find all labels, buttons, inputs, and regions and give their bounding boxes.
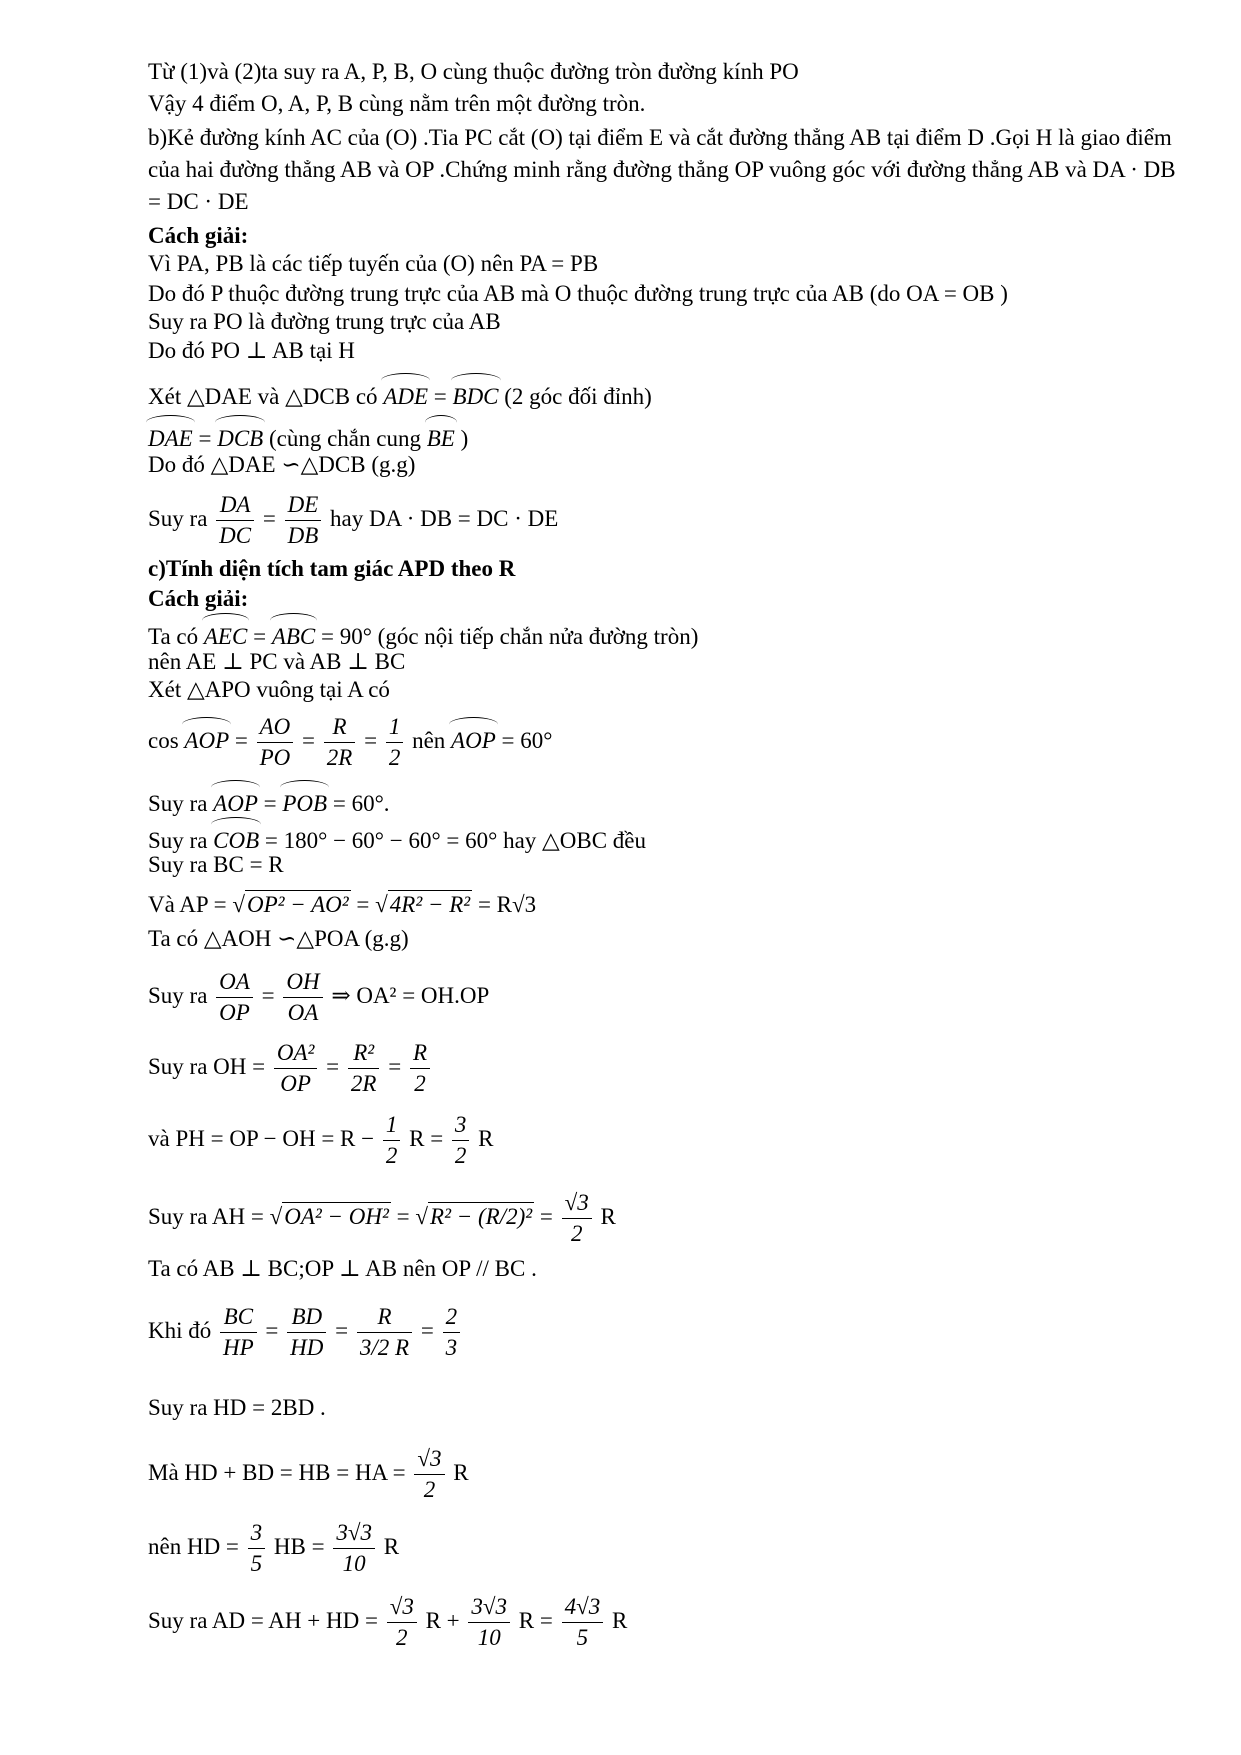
sqrt-radicand: OA² − OH² [284, 1203, 389, 1229]
text: R [478, 1125, 494, 1151]
denominator: 3 [445, 1335, 458, 1360]
text: Suy ra [148, 791, 208, 816]
solution-heading: Cách giải: [148, 586, 249, 611]
text: = R√3 [477, 892, 537, 917]
denominator: PO [259, 745, 291, 770]
denominator: 2 [396, 1625, 408, 1650]
text-line: Do đó P thuộc đường trung trực của AB mà O thuộc đường trung trực của AB (do OA = OB ) [148, 281, 1008, 306]
text: ⇒ OA² = OH.OP [331, 982, 490, 1008]
text-line [148, 1110, 494, 1171]
denominator: 10 [477, 1625, 501, 1650]
text-line [148, 378, 652, 411]
numerator: 3√3 [468, 1592, 510, 1623]
equals: = [356, 892, 370, 917]
denominator: OP [219, 1000, 250, 1025]
text-line: nên AE ⊥ PC và AB ⊥ BC [148, 649, 406, 674]
question-c: c)Tính diện tích tam giác APD theo R [148, 556, 516, 581]
text-line [148, 618, 698, 651]
sqrt-sign: √ [269, 1203, 283, 1229]
fraction [220, 1302, 257, 1363]
text: hay DA · DB = DC · DE [330, 505, 559, 531]
denominator: OA [287, 1000, 319, 1025]
equals: = [539, 1203, 553, 1229]
equals: = [265, 1317, 279, 1343]
text-line: Do đó △DAE ∽△DCB (g.g) [148, 452, 416, 477]
denominator: 2 [414, 1071, 426, 1096]
text-line: Vậy 4 điểm O, A, P, B cùng nằm trên một đường tròn. [148, 91, 646, 116]
denominator: OP [280, 1071, 311, 1096]
sqrt-radicand: OP² − AO² [246, 892, 349, 917]
fraction [386, 712, 404, 773]
denominator: 2 [570, 1221, 583, 1246]
text-line: Xét △APO vuông tại A có [148, 677, 390, 702]
denominator: 5 [250, 1551, 263, 1576]
fraction [285, 490, 322, 551]
numerator: R [324, 712, 356, 743]
text-line: Từ (1)và (2)ta suy ra A, P, B, O cùng thuộc đường tròn đường kính PO [148, 59, 799, 84]
numerator: 3 [452, 1110, 470, 1141]
fraction [333, 1518, 375, 1579]
text: = 180° − 60° − 60° = 60° hay △OBC đều [264, 828, 646, 853]
text: R [611, 1607, 628, 1633]
sqrt-sign: √ [375, 892, 388, 917]
angle-arc: POB [282, 785, 327, 818]
equals: = [302, 727, 316, 753]
text-line [148, 1592, 627, 1653]
angle-arc: AOP [213, 785, 258, 818]
text-line [148, 890, 536, 919]
text-line [148, 1302, 463, 1363]
numerator: √3 [562, 1188, 592, 1219]
text-line: Ta có AB ⊥ BC;OP ⊥ AB nên OP // BC . [148, 1256, 537, 1281]
fraction [348, 1038, 380, 1099]
text-line [148, 1038, 433, 1099]
denominator: 3/2 R [359, 1335, 410, 1360]
fraction [257, 712, 294, 773]
text: R [600, 1203, 616, 1229]
arc-label: BE [427, 420, 455, 453]
text: R = [518, 1607, 553, 1633]
numerator: R [357, 1302, 412, 1333]
text: Ta có [148, 624, 199, 649]
text: Suy ra AD = AH + HD = [148, 1607, 378, 1633]
fraction [562, 1188, 592, 1249]
numerator: R [410, 1038, 430, 1069]
denominator: 2R [326, 745, 353, 770]
fraction [443, 1302, 461, 1363]
denominator: 10 [342, 1551, 366, 1576]
text: = 60° [501, 727, 553, 753]
text: Xét △DAE và △DCB có [148, 384, 378, 409]
solution-heading: Cách giải: [148, 223, 249, 248]
text: Khi đó [148, 1317, 212, 1343]
text-line [148, 420, 468, 453]
equals: = [263, 791, 277, 816]
angle-arc: BDC [453, 378, 499, 411]
fraction [387, 1592, 417, 1653]
equals: = [396, 1203, 410, 1229]
equals: = [198, 426, 212, 451]
text: Suy ra OH = [148, 1053, 266, 1079]
denominator: 5 [576, 1625, 589, 1650]
text-line: Do đó PO ⊥ AB tại H [148, 338, 355, 363]
text-line [148, 1188, 616, 1249]
equals: = [326, 1053, 340, 1079]
numerator: DA [216, 490, 254, 521]
text-line [148, 1444, 469, 1505]
text: cos [148, 727, 179, 753]
text: = 90° (góc nội tiếp chắn nửa đường tròn) [321, 624, 699, 649]
equals: = [388, 1053, 402, 1079]
text: (cùng chắn cung [268, 426, 421, 451]
numerator: BD [287, 1302, 326, 1333]
sqrt-sign: √ [232, 892, 245, 917]
fraction [468, 1592, 510, 1653]
numerator: 2 [443, 1302, 461, 1333]
denominator: HD [290, 1335, 324, 1360]
text: HB = [273, 1533, 325, 1559]
denominator: 2 [388, 745, 401, 770]
text: và PH = OP − OH = R − [148, 1125, 375, 1151]
text: R = [409, 1125, 444, 1151]
denominator: 2 [385, 1143, 398, 1168]
sqrt-radicand: 4R² − R² [389, 892, 471, 917]
text-line [148, 712, 552, 773]
angle-arc: ABC [272, 618, 315, 651]
equals: = [261, 982, 275, 1008]
denominator: 2 [423, 1477, 436, 1502]
text: R + [425, 1607, 460, 1633]
fraction [283, 967, 322, 1028]
text: R [453, 1459, 469, 1485]
fraction [562, 1592, 604, 1653]
angle-arc: AOP [451, 722, 496, 755]
fraction [274, 1038, 318, 1099]
equals: = [364, 727, 378, 753]
fraction [357, 1302, 412, 1363]
text-line: Suy ra HD = 2BD . [148, 1395, 326, 1420]
equals: = [420, 1317, 434, 1343]
numerator: 1 [386, 712, 404, 743]
text-line: Suy ra BC = R [148, 852, 284, 877]
numerator: 4√3 [562, 1592, 604, 1623]
angle-arc: ADE [383, 378, 428, 411]
fraction [410, 1038, 430, 1099]
text: Suy ra [148, 505, 208, 531]
sqrt-sign: √ [415, 1203, 429, 1229]
text-line: Vì PA, PB là các tiếp tuyến của (O) nên PA = PB [148, 251, 599, 276]
denominator: 2 [454, 1143, 467, 1168]
denominator: DC [219, 523, 252, 548]
text: Suy ra AH = [148, 1203, 264, 1229]
text-line: Suy ra PO là đường trung trực của AB [148, 309, 501, 334]
text-line [148, 967, 489, 1028]
text: ) [460, 426, 469, 451]
text: Suy ra [148, 982, 208, 1008]
numerator: √3 [387, 1592, 417, 1623]
equals: = [433, 384, 447, 409]
text: nên HD = [148, 1533, 239, 1559]
numerator: OA² [274, 1038, 318, 1069]
text: nên [412, 727, 446, 753]
text: (2 góc đối đỉnh) [504, 384, 652, 409]
text: Và AP = [148, 892, 227, 917]
numerator: R² [348, 1038, 380, 1069]
fraction [324, 712, 356, 773]
text-line [148, 490, 558, 551]
equals: = [262, 505, 276, 531]
numerator: 3√3 [333, 1518, 375, 1549]
text: Mà HD + BD = HB = HA = [148, 1459, 406, 1485]
angle-arc: DAE [148, 420, 193, 453]
numerator: AO [257, 712, 294, 743]
fraction [216, 967, 253, 1028]
text-line: Ta có △AOH ∽△POA (g.g) [148, 926, 409, 951]
numerator: BC [220, 1302, 257, 1333]
angle-arc: AEC [204, 618, 247, 651]
fraction [383, 1110, 401, 1171]
denominator: HP [223, 1335, 254, 1360]
angle-arc: DCB [217, 420, 263, 453]
numerator: 3 [248, 1518, 266, 1549]
denominator: 2R [350, 1071, 377, 1096]
text: = 60°. [332, 791, 390, 816]
text-line [148, 785, 390, 818]
fraction [452, 1110, 470, 1171]
numerator: OA [216, 967, 253, 998]
numerator: OH [283, 967, 322, 998]
sqrt-radicand: R² − (R/2)² [430, 1203, 533, 1229]
equals: = [335, 1317, 349, 1343]
numerator: DE [285, 490, 322, 521]
angle-arc: COB [213, 822, 259, 855]
numerator: √3 [414, 1444, 444, 1475]
fraction [414, 1444, 444, 1505]
fraction [248, 1518, 266, 1579]
text-line [148, 1518, 399, 1579]
fraction [287, 1302, 326, 1363]
question-b: b)Kẻ đường kính AC của (O) .Tia PC cắt (O) tại điểm E và cắt đường thẳng AB tại điểm D .Gọi H là giao điểm của hai đường thẳng AB và OP .Chứng minh rằng đường thẳng OP vuông góc với đường thẳng AB và DA · DB = DC · DE [148, 125, 1176, 214]
denominator: DB [287, 523, 319, 548]
angle-arc: AOP [184, 722, 229, 755]
text: R [383, 1533, 400, 1559]
text: Suy ra [148, 828, 208, 853]
equals: = [234, 727, 248, 753]
equals: = [253, 624, 267, 649]
numerator: 1 [383, 1110, 401, 1141]
fraction [216, 490, 254, 551]
